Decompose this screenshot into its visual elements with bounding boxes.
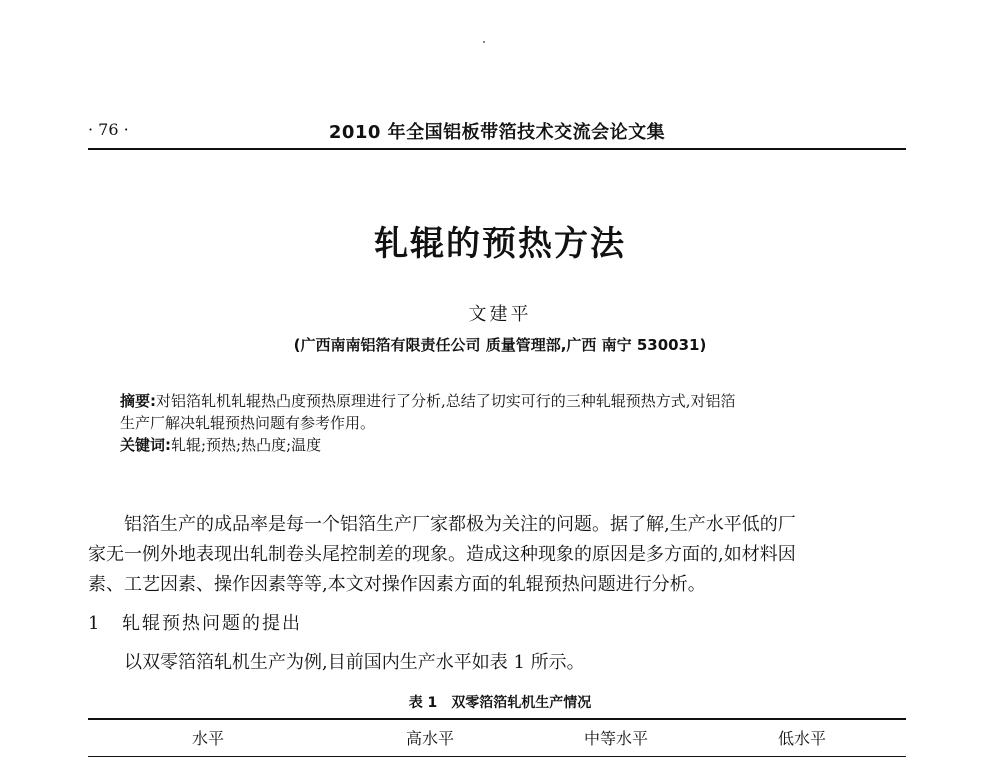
section-1-heading xyxy=(88,609,302,639)
abstract-text-1: 对铝箔轧机轧辊热凸度预热原理进行了分析,总结了切实可行的三种轧辊预热方式,对铝箔 xyxy=(156,392,736,410)
table-1-header-row xyxy=(88,726,906,752)
article-title: 轧辊的预热方法 xyxy=(374,224,626,264)
table-1-caption-title: 双零箔箔轧机生产情况 xyxy=(451,695,592,711)
body-line-2: 家无一例外地表现出轧制卷头尾控制差的现象。造成这种现象的原因是多方面的,如材料因 xyxy=(88,544,796,565)
keywords-text: 轧辊;预热;热凸度;温度 xyxy=(171,436,322,454)
keywords-label: 关键词: xyxy=(120,436,171,454)
author-name: 文建平 xyxy=(468,304,532,325)
abstract-block xyxy=(120,390,890,456)
keywords-line xyxy=(120,434,890,456)
table-header-cell: 低水平 xyxy=(777,729,827,748)
page-number: · 76 · xyxy=(88,120,129,139)
section-1-title: 轧辊预热问题的提出 xyxy=(122,613,302,634)
author-affiliation: (广西南南铝箔有限责任公司 质量管理部,广西 南宁 530031) xyxy=(293,336,707,354)
table-1-caption-label: 表 1 xyxy=(408,695,438,711)
abstract-label: 摘要: xyxy=(120,392,156,410)
section-1-number: 1 xyxy=(88,613,102,634)
scan-speck xyxy=(483,41,485,43)
table-header-cell: 高水平 xyxy=(405,729,455,748)
body-paragraph-1 xyxy=(88,510,906,600)
abstract-line-2: 生产厂解决轧辊预热问题有参考作用。 xyxy=(120,414,376,432)
running-header xyxy=(88,116,906,146)
table-header-rule xyxy=(88,756,906,757)
journal-title: 2010 年全国铝板带箔技术交流会论文集 xyxy=(328,122,666,143)
header-rule xyxy=(88,148,906,150)
body-line-3: 素、工艺因素、操作因素等等,本文对操作因素方面的轧辊预热问题进行分析。 xyxy=(88,574,706,595)
table-top-rule xyxy=(88,718,906,720)
table-1-caption xyxy=(0,692,1000,712)
body-paragraph-2: 以双零箔箔轧机生产为例,目前国内生产水平如表 1 所示。 xyxy=(124,652,585,673)
abstract-line-1 xyxy=(120,390,890,412)
table-header-cell: 水平 xyxy=(191,729,225,748)
table-header-cell: 中等水平 xyxy=(583,729,649,748)
body-line-1: 铝箔生产的成品率是每一个铝箔生产厂家都极为关注的问题。据了解,生产水平低的厂 xyxy=(124,514,796,535)
